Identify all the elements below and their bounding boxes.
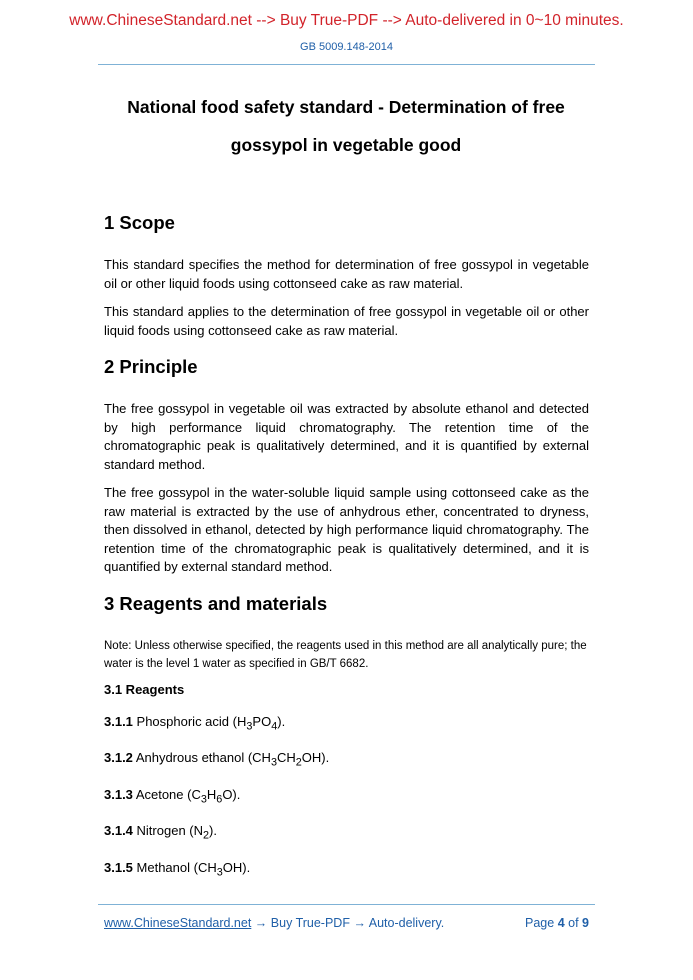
reagent-number: 3.1.4 bbox=[104, 823, 133, 839]
reagent-item: 3.1.4 Nitrogen $(N_2)$. bbox=[104, 823, 217, 842]
section-heading-principle: 2 Principle bbox=[104, 356, 198, 377]
reagent-number: 3.1.3 bbox=[104, 786, 133, 802]
principle-paragraph-2: The free gossypol in the water-soluble liquid sample using cottonseed cake as the raw material is extracted by the use of anhydrous ether, concentrated to dryness, then dissolved in ethanol, detected by high performance liquid chromatography. The retention time of the chromatographic peak is qualitatively determined, and it is quantified by external standard method. bbox=[104, 485, 589, 574]
arrow-icon: → bbox=[254, 916, 268, 930]
page-total: 9 bbox=[582, 916, 589, 930]
document-body bbox=[104, 210, 589, 895]
section-heading-scope: 1 Scope bbox=[104, 212, 175, 233]
promo-banner[interactable]: www.ChineseStandard.net --> Buy True-PDF --> Auto-delivered in 0~10 minutes. bbox=[69, 12, 624, 29]
footer-site-link[interactable]: www.ChineseStandard.net bbox=[104, 916, 252, 930]
reagent-item: 3.1.1 Phosphoric acid $(H_3PO_4)$. bbox=[104, 713, 286, 733]
page-current: 4 bbox=[557, 916, 565, 930]
reagents-note: Note: Unless otherwise specified, the reagents used in this method are all analytically pure; the water is the level 1 water as specified in GB/T 6682. bbox=[104, 639, 587, 670]
subsection-heading-reagents: 3.1 Reagents bbox=[104, 681, 185, 697]
footer-divider bbox=[98, 904, 595, 905]
scope-paragraph-1: This standard specifies the method for determination of free gossypol in vegetable oil or other liquid foods using cottonseed cake as raw material. bbox=[104, 257, 589, 291]
footer bbox=[104, 916, 589, 930]
reagent-number: 3.1.5 bbox=[104, 859, 133, 875]
section-heading-reagents: 3 Reagents and materials bbox=[104, 592, 328, 614]
reagent-number: 3.1.2 bbox=[104, 750, 133, 766]
arrow-icon: → bbox=[353, 916, 366, 930]
reagent-item: 3.1.3 Acetone $(C_3H_6O)$. bbox=[104, 786, 241, 806]
reagent-number: 3.1.1 bbox=[104, 713, 133, 729]
reagent-item: 3.1.2 Anhydrous ethanol $(CH_3CH_2OH)$. bbox=[104, 750, 330, 769]
reagent-item: 3.1.5 Methanol $(CH_3OH)$. bbox=[104, 859, 251, 879]
standard-number: GB 5009.148-2014 bbox=[300, 41, 393, 53]
document-title bbox=[100, 88, 592, 164]
header-divider bbox=[98, 64, 595, 65]
page-indicator: Page 4 of 9 bbox=[525, 916, 589, 930]
principle-paragraph-1: The free gossypol in vegetable oil was extracted by absolute ethanol and detected by high performance liquid chromatography. The retention time of the chromatographic peak is qualitatively determined, and it is quantified by external standard method. bbox=[104, 401, 589, 472]
footer-delivery-text: Auto-delivery. bbox=[368, 916, 445, 930]
scope-paragraph-2: This standard applies to the determination of free gossypol in vegetable oil or other liquid foods using cottonseed cake as raw material. bbox=[104, 304, 589, 338]
footer-buy-link[interactable]: Buy True-PDF bbox=[270, 916, 350, 930]
title-line-1: National food safety standard - Determination of free bbox=[127, 97, 565, 117]
title-line-2: gossypol in vegetable good bbox=[230, 135, 462, 155]
